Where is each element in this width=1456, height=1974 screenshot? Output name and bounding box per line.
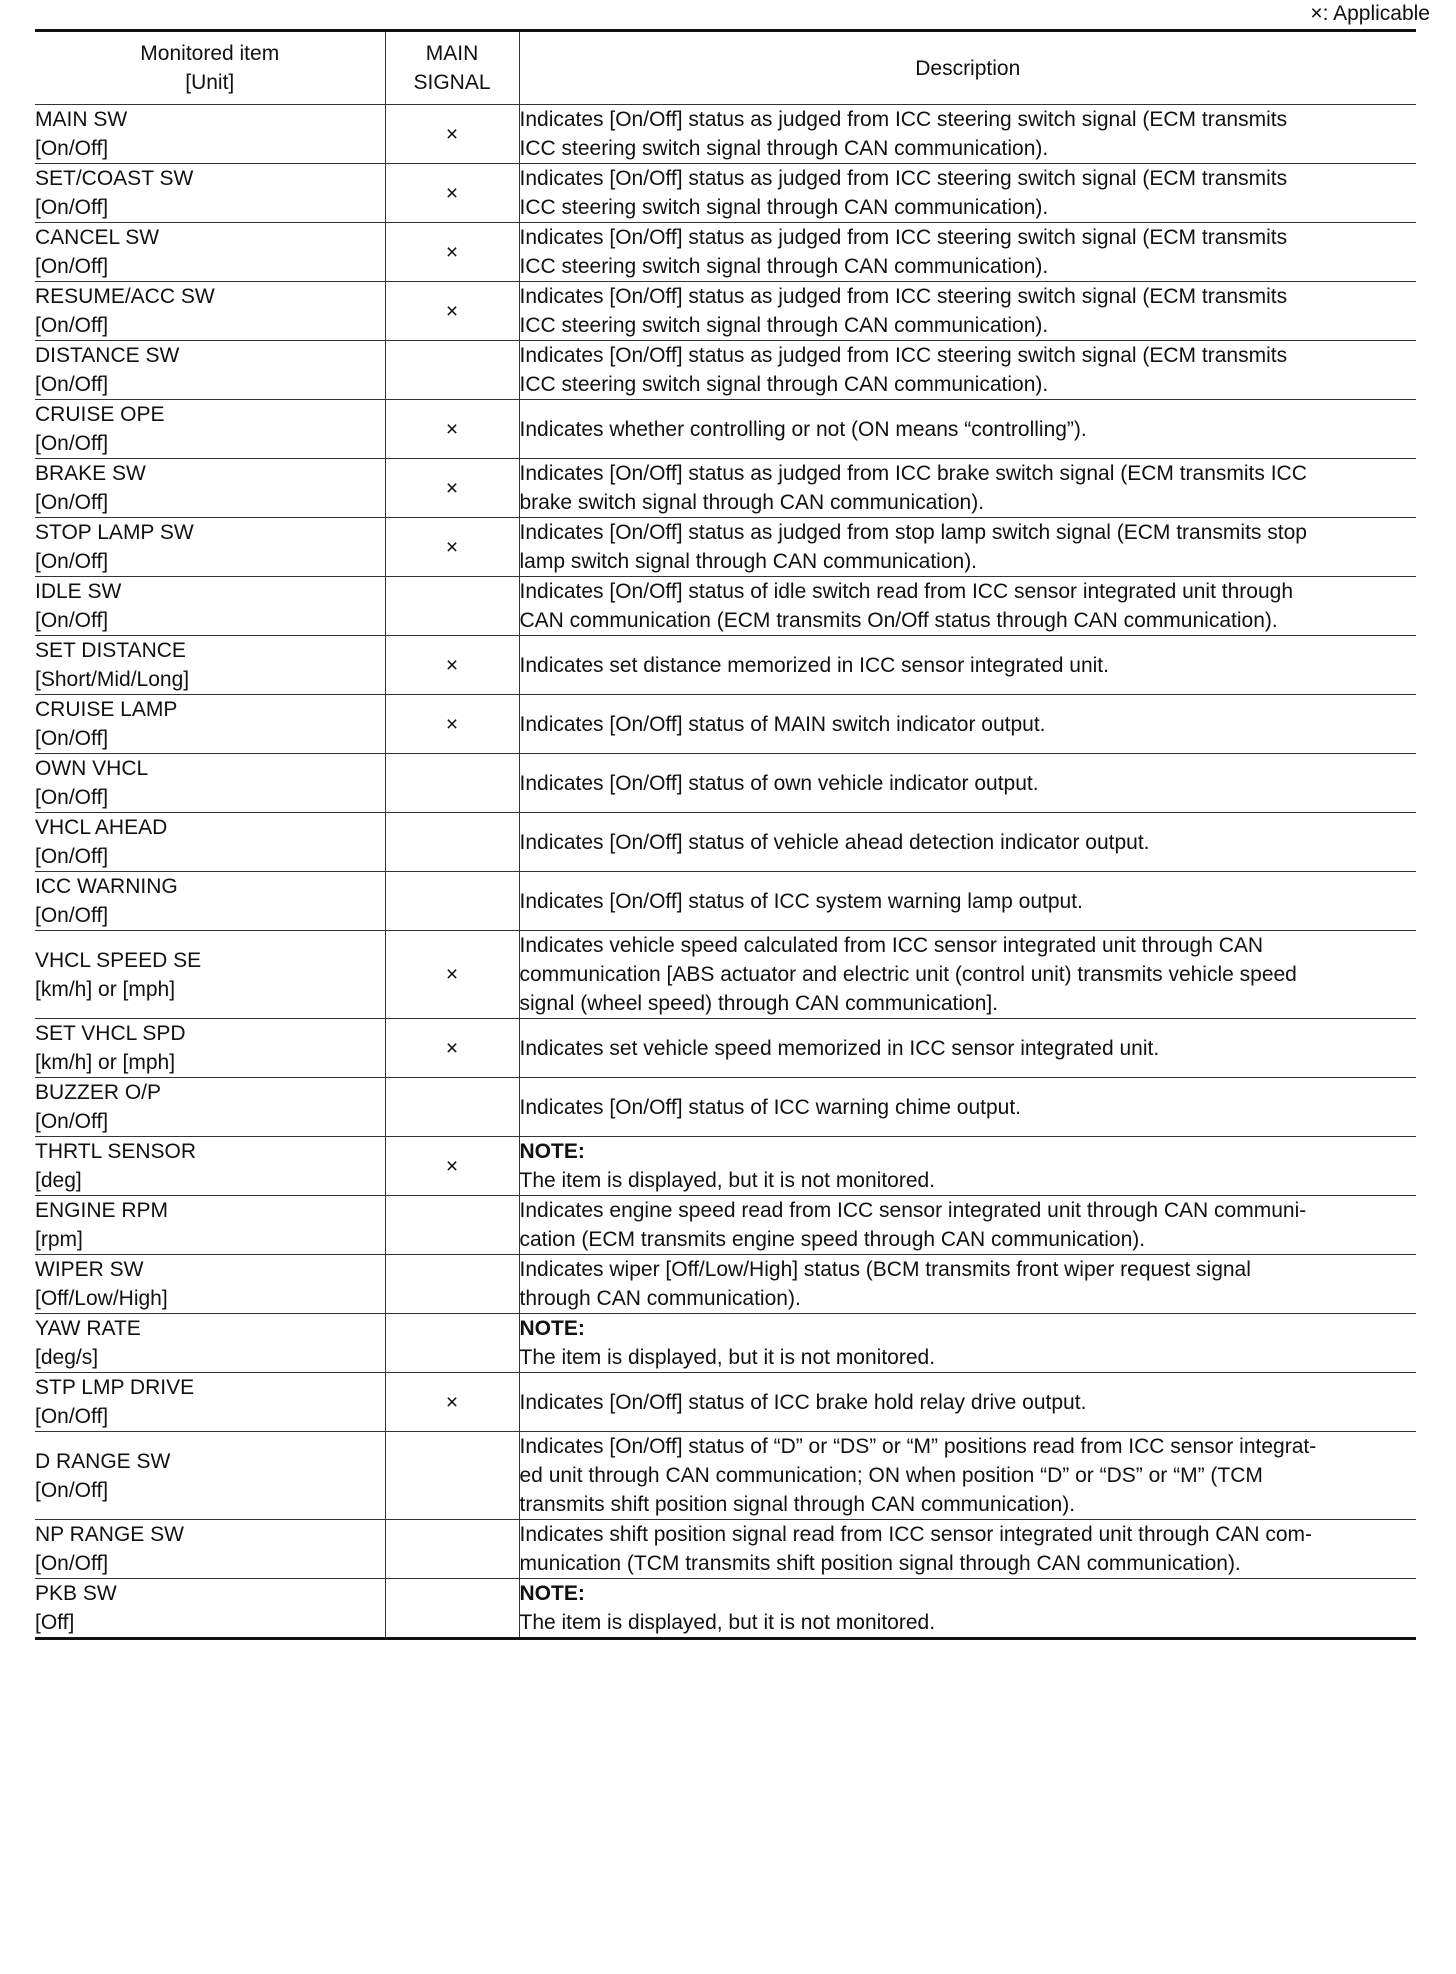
description-line: Indicates whether controlling or not (ON means “controlling”). bbox=[519, 417, 1087, 441]
main-signal-mark bbox=[385, 1314, 519, 1373]
table-row bbox=[35, 813, 1416, 872]
description-cell bbox=[519, 813, 1416, 872]
description-line: ICC steering switch signal through CAN communication). bbox=[519, 314, 1049, 337]
monitored-item-cell bbox=[35, 931, 385, 1019]
main-signal-mark bbox=[385, 813, 519, 872]
monitored-item-cell bbox=[35, 577, 385, 636]
applicable-legend: ×: Applicable bbox=[1310, 2, 1430, 25]
monitored-item-cell bbox=[35, 1579, 385, 1639]
monitored-item-cell bbox=[35, 1196, 385, 1255]
monitored-item-cell bbox=[35, 813, 385, 872]
description-line: CAN communication (ECM transmits On/Off status through CAN communication). bbox=[519, 609, 1278, 632]
table-header-row bbox=[35, 31, 1416, 105]
description-cell bbox=[519, 459, 1416, 518]
monitored-item-cell bbox=[35, 1078, 385, 1137]
table-row bbox=[35, 341, 1416, 400]
monitored-item-unit: [On/Off] bbox=[35, 550, 109, 573]
monitored-item-name: ICC WARNING bbox=[35, 875, 178, 898]
monitored-item-unit: [km/h] or [mph] bbox=[35, 977, 176, 1001]
monitored-item-cell bbox=[35, 164, 385, 223]
monitored-item-unit: [On/Off] bbox=[35, 845, 109, 868]
monitored-item-cell bbox=[35, 1137, 385, 1196]
table-row bbox=[35, 1078, 1416, 1137]
description-cell bbox=[519, 282, 1416, 341]
description-cell bbox=[519, 636, 1416, 695]
description-line: Indicates wiper [Off/Low/High] status (BCM transmits front wiper request signal bbox=[519, 1258, 1251, 1281]
monitored-item-name: IDLE SW bbox=[35, 580, 122, 603]
description-cell bbox=[519, 1255, 1416, 1314]
monitored-item-cell bbox=[35, 105, 385, 164]
monitored-item-name: CRUISE OPE bbox=[35, 403, 165, 426]
description-line: cation (ECM transmits engine speed through CAN communication). bbox=[519, 1228, 1146, 1251]
main-signal-mark: × bbox=[385, 105, 519, 164]
monitored-item-cell bbox=[35, 1019, 385, 1078]
monitored-item-name: SET/COAST SW bbox=[35, 167, 194, 190]
description-cell bbox=[519, 1373, 1416, 1432]
description-line: Indicates [On/Off] status of ICC system warning lamp output. bbox=[519, 889, 1083, 913]
monitored-item-unit: [On/Off] bbox=[35, 373, 109, 396]
main-signal-mark bbox=[385, 1520, 519, 1579]
table-body bbox=[35, 105, 1416, 1639]
description-line: transmits shift position signal through CAN communication). bbox=[519, 1493, 1076, 1516]
table-row bbox=[35, 1019, 1416, 1078]
main-signal-mark bbox=[385, 754, 519, 813]
monitored-item-cell bbox=[35, 341, 385, 400]
main-signal-mark: × bbox=[385, 164, 519, 223]
description-line: ICC steering switch signal through CAN communication). bbox=[519, 137, 1049, 160]
monitored-item-name: OWN VHCL bbox=[35, 757, 149, 780]
main-signal-mark: × bbox=[385, 636, 519, 695]
header-main-signal bbox=[385, 31, 519, 105]
monitored-item-unit: [Short/Mid/Long] bbox=[35, 668, 190, 691]
monitored-item-cell bbox=[35, 1255, 385, 1314]
description-cell bbox=[519, 1314, 1416, 1373]
table-row bbox=[35, 931, 1416, 1019]
table-row bbox=[35, 105, 1416, 164]
description-line: Indicates [On/Off] status of own vehicle indicator output. bbox=[519, 771, 1039, 795]
table-row bbox=[35, 577, 1416, 636]
monitored-item-unit: [deg] bbox=[35, 1169, 82, 1192]
table-row bbox=[35, 1314, 1416, 1373]
note-label: NOTE: bbox=[519, 1140, 585, 1163]
monitored-item-cell bbox=[35, 400, 385, 459]
main-signal-mark: × bbox=[385, 1137, 519, 1196]
table-row bbox=[35, 636, 1416, 695]
monitored-item-name: WIPER SW bbox=[35, 1258, 144, 1281]
description-line: Indicates [On/Off] status of vehicle ahead detection indicator output. bbox=[519, 830, 1150, 854]
main-signal-mark bbox=[385, 577, 519, 636]
monitored-item-name: D RANGE SW bbox=[35, 1449, 171, 1473]
description-cell bbox=[519, 577, 1416, 636]
monitored-item-name: BRAKE SW bbox=[35, 462, 146, 485]
monitored-item-name: YAW RATE bbox=[35, 1317, 141, 1340]
monitored-item-name: ENGINE RPM bbox=[35, 1199, 169, 1222]
monitored-item-cell bbox=[35, 636, 385, 695]
description-cell bbox=[519, 872, 1416, 931]
main-signal-mark: × bbox=[385, 400, 519, 459]
monitored-item-cell bbox=[35, 459, 385, 518]
table-row bbox=[35, 872, 1416, 931]
main-signal-mark bbox=[385, 1078, 519, 1137]
main-signal-mark bbox=[385, 1579, 519, 1639]
description-cell bbox=[519, 341, 1416, 400]
monitored-item-unit: [On/Off] bbox=[35, 255, 109, 278]
monitored-item-unit: [On/Off] bbox=[35, 1552, 109, 1575]
header-signal-label: SIGNAL bbox=[413, 71, 491, 94]
monitored-item-name: NP RANGE SW bbox=[35, 1523, 184, 1546]
description-cell bbox=[519, 164, 1416, 223]
monitored-item-name: STP LMP DRIVE bbox=[35, 1376, 195, 1399]
main-signal-mark: × bbox=[385, 518, 519, 577]
description-line: Indicates vehicle speed calculated from ICC sensor integrated unit through CAN bbox=[519, 934, 1264, 957]
description-line: lamp switch signal through CAN communication). bbox=[519, 550, 978, 573]
table-row bbox=[35, 282, 1416, 341]
description-cell bbox=[519, 1520, 1416, 1579]
description-line: Indicates [On/Off] status of ICC warning chime output. bbox=[519, 1095, 1022, 1119]
main-signal-mark bbox=[385, 1432, 519, 1520]
monitored-item-unit: [On/Off] bbox=[35, 137, 109, 160]
main-signal-mark: × bbox=[385, 223, 519, 282]
description-line: Indicates engine speed read from ICC sensor integrated unit through CAN communi- bbox=[519, 1199, 1307, 1222]
description-line: Indicates [On/Off] status as judged from stop lamp switch signal (ECM transmits stop bbox=[519, 521, 1307, 544]
description-line: Indicates set distance memorized in ICC sensor integrated unit. bbox=[519, 653, 1109, 677]
header-unit-label: [Unit] bbox=[185, 71, 235, 94]
monitored-item-unit: [rpm] bbox=[35, 1228, 83, 1251]
monitored-item-unit: [On/Off] bbox=[35, 727, 109, 750]
description-cell bbox=[519, 1019, 1416, 1078]
table-row bbox=[35, 400, 1416, 459]
main-signal-mark: × bbox=[385, 282, 519, 341]
description-line: Indicates shift position signal read from ICC sensor integrated unit through CAN com- bbox=[519, 1523, 1313, 1546]
monitored-item-unit: [On/Off] bbox=[35, 196, 109, 219]
description-line: Indicates [On/Off] status as judged from ICC steering switch signal (ECM transmits bbox=[519, 167, 1288, 190]
monitored-item-name: VHCL AHEAD bbox=[35, 816, 168, 839]
description-line: Indicates set vehicle speed memorized in ICC sensor integrated unit. bbox=[519, 1036, 1160, 1060]
monitored-item-cell bbox=[35, 695, 385, 754]
monitored-item-unit: [On/Off] bbox=[35, 1478, 109, 1502]
main-signal-mark bbox=[385, 1196, 519, 1255]
header-monitored-item-label: Monitored item bbox=[140, 42, 280, 65]
table-row bbox=[35, 1520, 1416, 1579]
table-row bbox=[35, 1373, 1416, 1432]
description-line: ed unit through CAN communication; ON when position “D” or “DS” or “M” (TCM bbox=[519, 1464, 1263, 1487]
note-label: NOTE: bbox=[519, 1317, 585, 1340]
monitored-item-name: CRUISE LAMP bbox=[35, 698, 178, 721]
monitored-item-cell bbox=[35, 754, 385, 813]
monitored-item-cell bbox=[35, 1432, 385, 1520]
table-row bbox=[35, 518, 1416, 577]
monitored-item-name: MAIN SW bbox=[35, 108, 128, 131]
monitored-item-name: DISTANCE SW bbox=[35, 344, 180, 367]
description-cell bbox=[519, 695, 1416, 754]
description-cell bbox=[519, 105, 1416, 164]
monitored-item-unit: [On/Off] bbox=[35, 432, 109, 455]
table-row bbox=[35, 1579, 1416, 1639]
monitored-item-name: SET VHCL SPD bbox=[35, 1022, 186, 1045]
monitored-item-cell bbox=[35, 1314, 385, 1373]
main-signal-mark bbox=[385, 872, 519, 931]
main-signal-mark: × bbox=[385, 695, 519, 754]
table-row bbox=[35, 695, 1416, 754]
main-signal-mark bbox=[385, 1255, 519, 1314]
monitored-item-unit: [Off] bbox=[35, 1611, 75, 1634]
description-line: Indicates [On/Off] status of idle switch read from ICC sensor integrated unit through bbox=[519, 580, 1293, 603]
monitored-item-unit: [On/Off] bbox=[35, 1110, 109, 1133]
description-line: The item is displayed, but it is not monitored. bbox=[519, 1346, 936, 1369]
monitored-item-name: VHCL SPEED SE bbox=[35, 948, 202, 972]
description-line: Indicates [On/Off] status as judged from ICC steering switch signal (ECM transmits bbox=[519, 226, 1288, 249]
table-row bbox=[35, 1432, 1416, 1520]
description-line: Indicates [On/Off] status as judged from ICC steering switch signal (ECM transmits bbox=[519, 108, 1288, 131]
monitored-item-unit: [On/Off] bbox=[35, 786, 109, 809]
description-cell bbox=[519, 1432, 1416, 1520]
monitored-item-name: THRTL SENSOR bbox=[35, 1140, 197, 1163]
table-row bbox=[35, 754, 1416, 813]
description-cell bbox=[519, 931, 1416, 1019]
description-line: through CAN communication). bbox=[519, 1287, 801, 1310]
header-description: Description bbox=[519, 31, 1416, 105]
description-line: Indicates [On/Off] status as judged from ICC brake switch signal (ECM transmits ICC bbox=[519, 462, 1307, 485]
description-cell bbox=[519, 1137, 1416, 1196]
table-row bbox=[35, 1137, 1416, 1196]
description-line: Indicates [On/Off] status as judged from ICC steering switch signal (ECM transmits bbox=[519, 285, 1288, 308]
monitored-item-cell bbox=[35, 872, 385, 931]
monitored-item-cell bbox=[35, 1373, 385, 1432]
description-line: The item is displayed, but it is not monitored. bbox=[519, 1611, 936, 1634]
main-signal-mark: × bbox=[385, 931, 519, 1019]
description-cell bbox=[519, 223, 1416, 282]
monitored-item-unit: [km/h] or [mph] bbox=[35, 1051, 176, 1074]
description-cell bbox=[519, 400, 1416, 459]
description-cell bbox=[519, 754, 1416, 813]
monitored-item-name: SET DISTANCE bbox=[35, 639, 186, 662]
description-line: munication (TCM transmits shift position signal through CAN communication). bbox=[519, 1552, 1241, 1575]
header-monitored-item bbox=[35, 31, 385, 105]
description-cell bbox=[519, 1078, 1416, 1137]
description-cell bbox=[519, 1196, 1416, 1255]
table-row bbox=[35, 1196, 1416, 1255]
monitored-item-unit: [Off/Low/High] bbox=[35, 1287, 168, 1310]
main-signal-mark: × bbox=[385, 1373, 519, 1432]
table-row bbox=[35, 164, 1416, 223]
description-line: signal (wheel speed) through CAN communication]. bbox=[519, 992, 999, 1015]
monitored-item-unit: [On/Off] bbox=[35, 491, 109, 514]
description-cell bbox=[519, 1579, 1416, 1639]
description-line: Indicates [On/Off] status as judged from ICC steering switch signal (ECM transmits bbox=[519, 344, 1288, 367]
monitored-item-name: PKB SW bbox=[35, 1582, 117, 1605]
monitored-item-name: CANCEL SW bbox=[35, 226, 160, 249]
table-row bbox=[35, 223, 1416, 282]
monitored-item-name: BUZZER O/P bbox=[35, 1081, 162, 1104]
description-line: The item is displayed, but it is not monitored. bbox=[519, 1169, 936, 1192]
description-line: ICC steering switch signal through CAN communication). bbox=[519, 196, 1049, 219]
description-line: brake switch signal through CAN communication). bbox=[519, 491, 985, 514]
table-row bbox=[35, 459, 1416, 518]
description-line: Indicates [On/Off] status of MAIN switch indicator output. bbox=[519, 712, 1046, 736]
monitored-item-unit: [On/Off] bbox=[35, 1405, 109, 1428]
description-line: Indicates [On/Off] status of ICC brake hold relay drive output. bbox=[519, 1390, 1087, 1414]
description-line: Indicates [On/Off] status of “D” or “DS” or “M” positions read from ICC sensor integrat- bbox=[519, 1435, 1317, 1458]
description-line: ICC steering switch signal through CAN communication). bbox=[519, 373, 1049, 396]
monitored-item-cell bbox=[35, 223, 385, 282]
monitored-item-unit: [On/Off] bbox=[35, 609, 109, 632]
table-row bbox=[35, 1255, 1416, 1314]
description-line: communication [ABS actuator and electric unit (control unit) transmits vehicle speed bbox=[519, 963, 1297, 986]
main-signal-mark: × bbox=[385, 459, 519, 518]
monitored-item-cell bbox=[35, 1520, 385, 1579]
main-signal-mark: × bbox=[385, 1019, 519, 1078]
monitored-item-name: STOP LAMP SW bbox=[35, 521, 194, 544]
monitored-item-cell bbox=[35, 518, 385, 577]
monitored-item-unit: [On/Off] bbox=[35, 314, 109, 337]
monitor-items-table bbox=[35, 29, 1416, 1640]
description-line: ICC steering switch signal through CAN communication). bbox=[519, 255, 1049, 278]
monitored-item-unit: [On/Off] bbox=[35, 904, 109, 927]
monitored-item-cell bbox=[35, 282, 385, 341]
monitored-item-unit: [deg/s] bbox=[35, 1346, 99, 1369]
monitored-item-name: RESUME/ACC SW bbox=[35, 285, 215, 308]
note-label: NOTE: bbox=[519, 1582, 585, 1605]
description-cell bbox=[519, 518, 1416, 577]
main-signal-mark bbox=[385, 341, 519, 400]
header-main-label: MAIN bbox=[425, 42, 479, 65]
